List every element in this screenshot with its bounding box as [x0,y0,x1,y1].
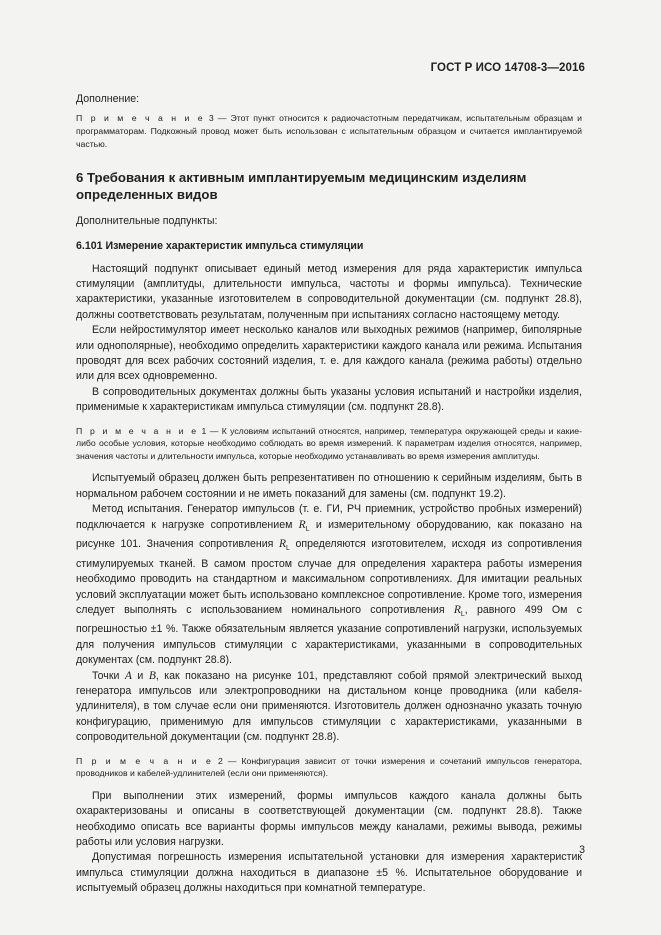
paragraph-4: Испытуемый образец должен быть репрезентативен по отношению к серийным изделиям, быть в нормальном рабочем состоянии и не иметь показаний для замены (см. подпункт 19.2). [76,472,582,500]
point-a: A [124,669,132,682]
subscript-l: L [460,611,465,619]
note-text: 1 — К условиям испытаний относятся, например, температура окружающей среды и какие-либо особые условия, которые необходимо соблюдать во время измерений. К параметрам изделия относятся, например, значения частоты и длительности импульса, которые необходимо устанавливать во время измерения амплитуды. [76,425,582,461]
note-2 [76,755,582,780]
text-run: , как показано на рисунке 101, представляют собой прямой электрический выход генератора импульсов или электропроводники на дистальном конце проводника (или кабеля-удлинителя), в том случае если они применяются. Изготовитель должен однозначно указать точную конфигурацию, применимую для импульсов стимуляции с характеристиками, указанными в сопроводительной документации (см. подпункт 28.8). [76,669,582,744]
note-label: П р и м е ч а н и е [76,755,214,766]
section-title-line-1: 6 Требования к активным имплантируемым медицинским изделиям [76,170,527,186]
note-label: П р и м е ч а н и е [76,425,199,436]
text-run: и [131,669,149,682]
note-text: 2 — Конфигурация зависит от точки измерения и сочетаний импульсов генератора, проводников и кабелей-удлинителей (если они применяются). [76,755,582,779]
page-number: 3 [579,844,585,856]
text-run: Точки [92,669,125,682]
section-heading [76,169,582,203]
subscript-l: L [305,525,310,533]
symbol-r: R [298,518,306,531]
paragraph-2: Если нейростимулятор имеет несколько каналов или выходных режимов (например, биполярные или однополярные), необходимо определить характеристики каждого канала или режима. Испытания проводят для всех рабочих состояний изделия, т. е. для каждого канала (режима работы) отдельно или для всех одновременно. [76,324,582,383]
section-title-line-2: определенных видов [76,187,218,203]
note-3 [76,112,582,150]
note-label: П р и м е ч а н и е [76,113,205,124]
additional-subclauses-label: Дополнительные подпункты: [76,215,218,228]
note-1 [76,425,582,463]
text-run: и измерительному оборудованию, как показано на рисунке 101. Значения сопротивления [76,518,582,551]
text-run: , равного 499 Ом с погрешностью ±1 %. Также обязательным является указание сопротивлений нагрузки, используемых для получения импульсов стимуляции с характеристиками, указанными в сопроводительных документах (см. подпункт 28.8). [76,603,582,667]
point-b: B [148,669,156,682]
paragraph-7: При выполнении этих измерений, формы импульсов каждого канала должны быть охарактеризованы и описаны в соответствующей документации (см. подпункт 28.8). Также необходимо описать все варианты формы импульсов между каналами, режимы вывода, режимы работы или условия нагрузки. [76,789,582,849]
addition-label: Дополнение: [76,93,140,105]
paragraph-8: Допустимая погрешность измерения испытательной установки для измерения характеристик импульса стимуляции должна находиться в диапазоне ±5 %. Испытательное оборудование и испытуемый образец должны находиться при комнатной температуре. [76,851,582,895]
subclause-title: 6.101 Измерение характеристик импульса стимуляции [76,239,364,252]
paragraph-6 [76,669,582,746]
paragraph-1: Настоящий подпункт описывает единый метод измерения для ряда характеристик импульса стимуляции (амплитуды, длительности импульса, частоты и формы импульса). Технические характеристики, указанные изготовителем в сопроводительной документации (см. подпункт 28.8), должны соответствовать результатам, полученным при испытаниях согласно настоящему методу. [76,262,582,321]
symbol-r: R [278,538,287,551]
page-content [76,92,582,897]
symbol-r: R [453,603,461,616]
paragraph-3: В сопроводительных документах должны быть указаны условия испытаний и настройки изделия, применимые к характеристикам импульса стимуляции (см. подпункт 28.8). [76,385,582,414]
paragraph-5 [76,502,582,668]
text-run: Метод испытания. Генератор импульсов (т. е. ГИ, РЧ приемник, устройство пробных измерений) подключается к нагрузке сопротивлением [76,503,582,531]
subscript-l: L [286,545,290,553]
note-text: 3 — Этот пункт относится к радиочастотным передатчикам, испытательным образцам и программаторам. Подкожный провод может быть использован с испытательным образцом и считается имплантируемой частью. [76,113,582,149]
document-id: ГОСТ Р ИСО 14708-3—2016 [430,62,585,74]
text-run: определяются изготовителем, исходя из сопротивления стимулируемых тканей. В самом простом случае для определения характера работы измерения необходимо проводить на стандартном и максимальном сопротивлениях. Для имитации реальных условий эксплуатации может быть использовано комплексное сопротивление. Кроме того, измерения следует выполнять с использованием номинального сопротивления [76,538,582,616]
